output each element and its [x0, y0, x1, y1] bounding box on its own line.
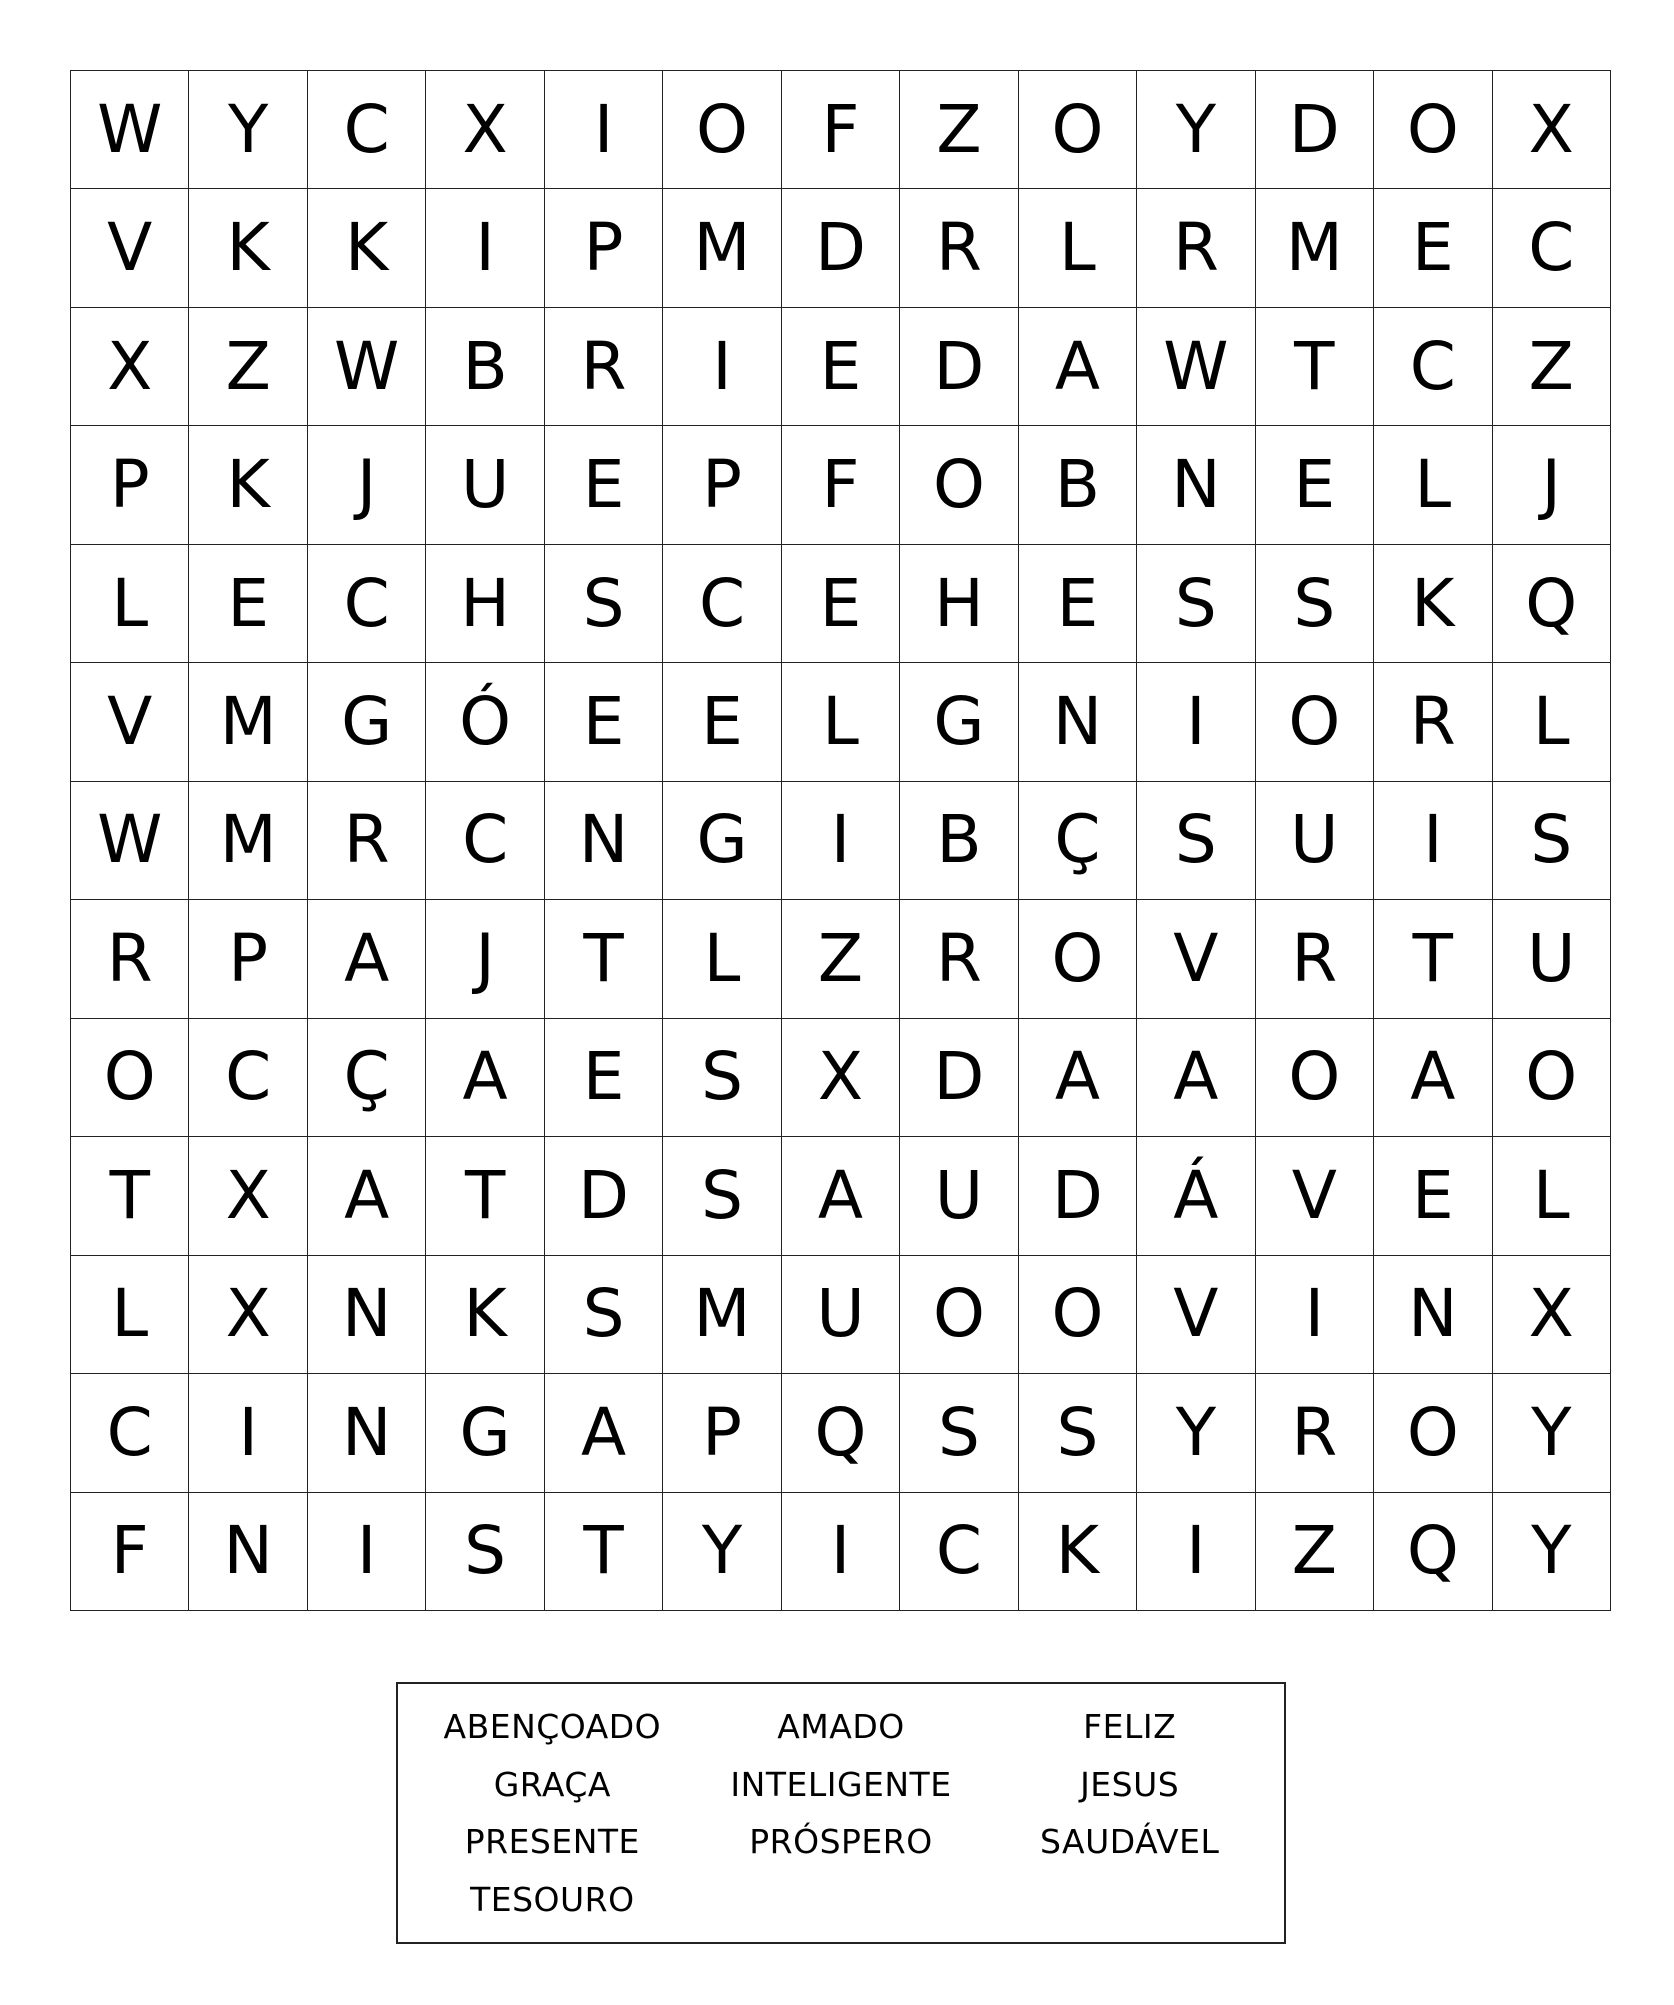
grid-cell[interactable]: J: [1493, 426, 1611, 544]
grid-cell[interactable]: O: [900, 1256, 1018, 1374]
grid-cell[interactable]: D: [1019, 1137, 1137, 1255]
grid-cell[interactable]: O: [1256, 663, 1374, 781]
grid-cell[interactable]: R: [900, 900, 1018, 1018]
grid-cell[interactable]: X: [189, 1256, 307, 1374]
word-list-item: INTELIGENTE: [730, 1764, 952, 1804]
grid-cell[interactable]: A: [1137, 1019, 1255, 1137]
grid-cell[interactable]: Q: [1493, 545, 1611, 663]
grid-cell[interactable]: Q: [782, 1374, 900, 1492]
grid-cell[interactable]: Y: [1493, 1374, 1611, 1492]
grid-cell[interactable]: R: [900, 189, 1018, 307]
grid-cell[interactable]: W: [1137, 308, 1255, 426]
grid-cell[interactable]: R: [1374, 663, 1492, 781]
grid-cell[interactable]: E: [1374, 1137, 1492, 1255]
grid-cell[interactable]: Y: [189, 71, 307, 189]
grid-cell[interactable]: N: [1137, 426, 1255, 544]
grid-cell[interactable]: E: [189, 545, 307, 663]
grid-cell[interactable]: A: [308, 1137, 426, 1255]
grid-cell[interactable]: K: [1374, 545, 1492, 663]
grid-cell[interactable]: L: [1493, 663, 1611, 781]
grid-cell[interactable]: R: [1256, 1374, 1374, 1492]
grid-cell[interactable]: R: [545, 308, 663, 426]
grid-cell[interactable]: Y: [1137, 71, 1255, 189]
word-list-item: PRÓSPERO: [749, 1822, 933, 1862]
grid-cell[interactable]: O: [1019, 1256, 1137, 1374]
grid-cell[interactable]: W: [71, 71, 189, 189]
grid-cell[interactable]: F: [782, 71, 900, 189]
grid-cell[interactable]: U: [426, 426, 544, 544]
grid-cell[interactable]: I: [1374, 782, 1492, 900]
grid-cell[interactable]: E: [782, 545, 900, 663]
grid-cell[interactable]: E: [1019, 545, 1137, 663]
grid-cell[interactable]: I: [1137, 663, 1255, 781]
grid-cell[interactable]: C: [308, 545, 426, 663]
grid-cell[interactable]: D: [900, 1019, 1018, 1137]
grid-cell[interactable]: U: [900, 1137, 1018, 1255]
grid-cell[interactable]: S: [1493, 782, 1611, 900]
grid-cell[interactable]: O: [900, 426, 1018, 544]
grid-cell[interactable]: Ç: [1019, 782, 1137, 900]
grid-cell[interactable]: L: [663, 900, 781, 1018]
grid-cell[interactable]: I: [1137, 1493, 1255, 1611]
grid-cell[interactable]: M: [189, 663, 307, 781]
grid-cell[interactable]: C: [900, 1493, 1018, 1611]
grid-cell[interactable]: C: [663, 545, 781, 663]
grid-cell[interactable]: H: [426, 545, 544, 663]
grid-cell[interactable]: S: [663, 1019, 781, 1137]
grid-cell[interactable]: M: [663, 189, 781, 307]
grid-cell[interactable]: V: [1256, 1137, 1374, 1255]
grid-cell[interactable]: I: [189, 1374, 307, 1492]
grid-cell[interactable]: G: [426, 1374, 544, 1492]
grid-cell[interactable]: B: [900, 782, 1018, 900]
grid-cell[interactable]: J: [426, 900, 544, 1018]
grid-cell[interactable]: C: [71, 1374, 189, 1492]
word-list-item: PRESENTE: [464, 1822, 640, 1862]
word-list-item: TESOURO: [470, 1879, 635, 1919]
grid-cell[interactable]: G: [900, 663, 1018, 781]
grid-cell[interactable]: N: [189, 1493, 307, 1611]
grid-cell[interactable]: S: [1256, 545, 1374, 663]
grid-cell[interactable]: V: [1137, 1256, 1255, 1374]
grid-cell[interactable]: O: [71, 1019, 189, 1137]
grid-cell[interactable]: H: [900, 545, 1018, 663]
grid-cell[interactable]: D: [1256, 71, 1374, 189]
grid-cell[interactable]: I: [782, 1493, 900, 1611]
grid-cell[interactable]: I: [545, 71, 663, 189]
grid-cell[interactable]: N: [1019, 663, 1137, 781]
grid-cell[interactable]: S: [1137, 545, 1255, 663]
grid-cell[interactable]: I: [426, 189, 544, 307]
grid-cell[interactable]: Z: [189, 308, 307, 426]
grid-cell[interactable]: V: [71, 189, 189, 307]
grid-cell[interactable]: T: [1256, 308, 1374, 426]
grid-cell[interactable]: E: [782, 308, 900, 426]
grid-cell[interactable]: D: [782, 189, 900, 307]
grid-cell[interactable]: P: [189, 900, 307, 1018]
grid-cell[interactable]: U: [1493, 900, 1611, 1018]
grid-cell[interactable]: T: [545, 1493, 663, 1611]
word-list-item: JESUS: [1080, 1764, 1180, 1804]
grid-cell[interactable]: Q: [1374, 1493, 1492, 1611]
grid-cell[interactable]: S: [545, 545, 663, 663]
grid-cell[interactable]: K: [189, 189, 307, 307]
grid-cell[interactable]: U: [1256, 782, 1374, 900]
grid-cell[interactable]: L: [1019, 189, 1137, 307]
grid-cell[interactable]: L: [1374, 426, 1492, 544]
grid-cell[interactable]: O: [1256, 1019, 1374, 1137]
grid-cell[interactable]: N: [545, 782, 663, 900]
grid-cell[interactable]: A: [1374, 1019, 1492, 1137]
word-list-item: GRAÇA: [493, 1764, 611, 1804]
grid-cell[interactable]: R: [1256, 900, 1374, 1018]
grid-cell[interactable]: L: [71, 545, 189, 663]
grid-cell[interactable]: Ó: [426, 663, 544, 781]
grid-cell[interactable]: P: [663, 1374, 781, 1492]
grid-cell[interactable]: L: [782, 663, 900, 781]
grid-cell[interactable]: K: [308, 189, 426, 307]
grid-cell[interactable]: R: [308, 782, 426, 900]
grid-cell[interactable]: D: [545, 1137, 663, 1255]
grid-cell[interactable]: I: [663, 308, 781, 426]
grid-cell[interactable]: N: [1374, 1256, 1492, 1374]
grid-cell[interactable]: A: [545, 1374, 663, 1492]
grid-cell[interactable]: X: [782, 1019, 900, 1137]
grid-cell[interactable]: A: [1019, 308, 1137, 426]
grid-cell[interactable]: Ç: [308, 1019, 426, 1137]
grid-cell[interactable]: E: [1374, 189, 1492, 307]
grid-cell[interactable]: X: [71, 308, 189, 426]
grid-cell[interactable]: K: [426, 1256, 544, 1374]
grid-cell[interactable]: R: [1137, 189, 1255, 307]
grid-cell[interactable]: N: [308, 1256, 426, 1374]
grid-cell[interactable]: J: [308, 426, 426, 544]
grid-cell[interactable]: O: [1493, 1019, 1611, 1137]
word-list-item: AMADO: [777, 1707, 905, 1747]
grid-cell[interactable]: O: [1019, 900, 1137, 1018]
grid-cell[interactable]: M: [189, 782, 307, 900]
grid-cell[interactable]: P: [545, 189, 663, 307]
grid-cell[interactable]: F: [71, 1493, 189, 1611]
grid-cell[interactable]: W: [308, 308, 426, 426]
grid-cell[interactable]: M: [1256, 189, 1374, 307]
grid-cell[interactable]: T: [426, 1137, 544, 1255]
grid-cell[interactable]: X: [1493, 1256, 1611, 1374]
word-list-item: ABENÇOADO: [443, 1707, 662, 1747]
grid-cell[interactable]: Y: [1493, 1493, 1611, 1611]
grid-cell[interactable]: C: [1374, 308, 1492, 426]
grid-cell[interactable]: T: [1374, 900, 1492, 1018]
grid-cell[interactable]: O: [1374, 71, 1492, 189]
grid-cell[interactable]: C: [189, 1019, 307, 1137]
grid-cell[interactable]: U: [782, 1256, 900, 1374]
grid-cell[interactable]: G: [308, 663, 426, 781]
grid-cell[interactable]: I: [1256, 1256, 1374, 1374]
grid-cell[interactable]: F: [782, 426, 900, 544]
grid-cell[interactable]: W: [71, 782, 189, 900]
grid-cell[interactable]: B: [1019, 426, 1137, 544]
grid-cell[interactable]: Z: [900, 71, 1018, 189]
grid-cell[interactable]: T: [71, 1137, 189, 1255]
word-list-item: FELIZ: [1083, 1707, 1177, 1747]
grid-cell[interactable]: K: [189, 426, 307, 544]
grid-cell[interactable]: I: [782, 782, 900, 900]
grid-cell[interactable]: K: [1019, 1493, 1137, 1611]
grid-cell[interactable]: N: [308, 1374, 426, 1492]
grid-cell[interactable]: R: [71, 900, 189, 1018]
grid-cell[interactable]: A: [1019, 1019, 1137, 1137]
grid-cell[interactable]: E: [545, 1019, 663, 1137]
grid-cell[interactable]: L: [71, 1256, 189, 1374]
grid-cell[interactable]: Y: [663, 1493, 781, 1611]
grid-cell[interactable]: L: [1493, 1137, 1611, 1255]
grid-cell[interactable]: I: [308, 1493, 426, 1611]
grid-cell[interactable]: Z: [1256, 1493, 1374, 1611]
grid-cell[interactable]: S: [426, 1493, 544, 1611]
grid-cell[interactable]: E: [545, 426, 663, 544]
grid-cell[interactable]: S: [545, 1256, 663, 1374]
grid-cell[interactable]: G: [663, 782, 781, 900]
grid-cell[interactable]: Z: [1493, 308, 1611, 426]
grid-cell[interactable]: C: [308, 71, 426, 189]
grid-cell[interactable]: X: [189, 1137, 307, 1255]
grid-cell[interactable]: Z: [782, 900, 900, 1018]
grid-cell[interactable]: B: [426, 308, 544, 426]
grid-cell[interactable]: S: [663, 1137, 781, 1255]
grid-cell[interactable]: O: [663, 71, 781, 189]
grid-cell[interactable]: A: [426, 1019, 544, 1137]
grid-cell[interactable]: S: [900, 1374, 1018, 1492]
grid-cell[interactable]: C: [1493, 189, 1611, 307]
word-list: [396, 1682, 1286, 1944]
grid-cell[interactable]: E: [545, 663, 663, 781]
word-list-item: SAUDÁVEL: [1039, 1822, 1220, 1862]
grid-cell[interactable]: X: [426, 71, 544, 189]
grid-cell[interactable]: P: [663, 426, 781, 544]
grid-cell[interactable]: Á: [1137, 1137, 1255, 1255]
grid-cell[interactable]: D: [900, 308, 1018, 426]
grid-cell[interactable]: A: [782, 1137, 900, 1255]
grid-cell[interactable]: Y: [1137, 1374, 1255, 1492]
grid-cell[interactable]: X: [1493, 71, 1611, 189]
grid-cell[interactable]: S: [1137, 782, 1255, 900]
grid-cell[interactable]: C: [426, 782, 544, 900]
grid-cell[interactable]: O: [1374, 1374, 1492, 1492]
grid-cell[interactable]: V: [71, 663, 189, 781]
grid-cell[interactable]: S: [1019, 1374, 1137, 1492]
grid-cell[interactable]: V: [1137, 900, 1255, 1018]
grid-cell[interactable]: E: [1256, 426, 1374, 544]
letter-grid: [70, 70, 1611, 1611]
grid-cell[interactable]: T: [545, 900, 663, 1018]
grid-cell[interactable]: A: [308, 900, 426, 1018]
grid-cell[interactable]: P: [71, 426, 189, 544]
grid-cell[interactable]: E: [663, 663, 781, 781]
grid-cell[interactable]: O: [1019, 71, 1137, 189]
grid-cell[interactable]: M: [663, 1256, 781, 1374]
